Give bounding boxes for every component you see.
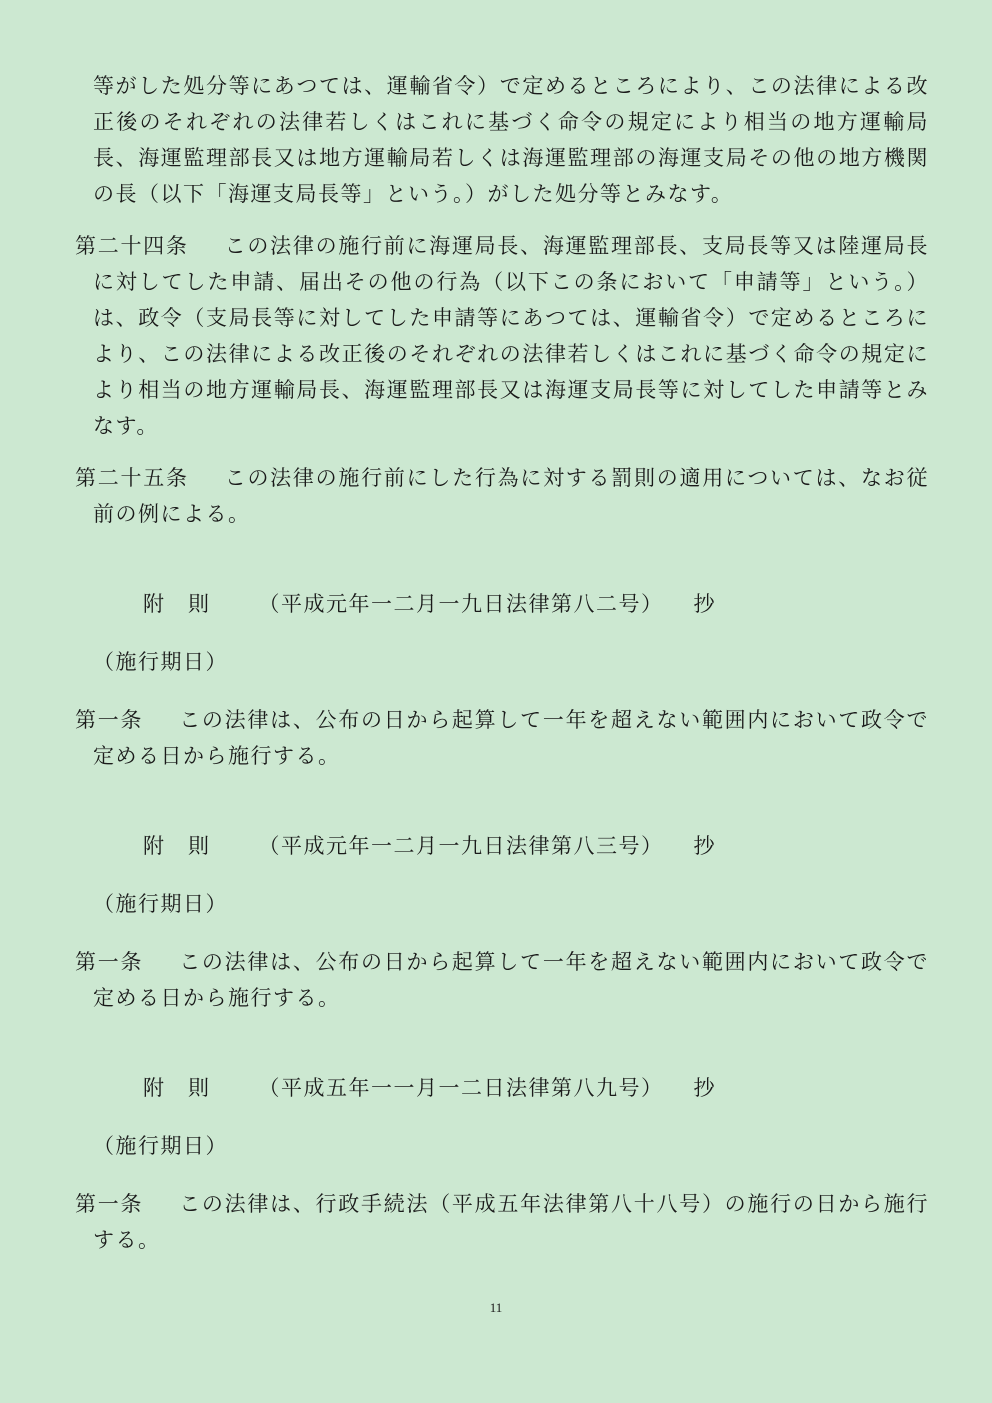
page-number: 11 xyxy=(489,1300,503,1315)
continuation-paragraph xyxy=(75,68,929,212)
article-number: 第二十四条 xyxy=(75,234,189,258)
article-text: この法律の施行前に海運局長、海運監理部長、支局長等又は陸運局長に対してした申請、届出その他の行為（以下この条において「申請等」という。）は、政令（支局長等に対してした申請等にあつては、運輸省令）で定めるところにより、この法律による改正後のそれぞれの法律若しくはこれに基づく命令の規定により相当の地方運輸局長、海運監理部長又は海運支局長等に対してした申請等とみなす。 xyxy=(93,234,930,438)
supplementary-article-2 xyxy=(75,944,929,1016)
article-text: この法律は、公布の日から起算して一年を超えない範囲内において政令で定める日から施行する。 xyxy=(93,950,929,1010)
excerpt-mark: 抄 xyxy=(693,592,716,616)
article-24 xyxy=(75,228,929,444)
law-reference: （平成五年一一月一二日法律第八九号） xyxy=(258,1076,664,1100)
fusoku-label: 附 則 xyxy=(143,834,211,858)
supplementary-article-1 xyxy=(75,702,929,774)
article-caption: （施行期日） xyxy=(93,892,228,916)
article-caption: （施行期日） xyxy=(93,1134,228,1158)
article-text: この法律は、行政手続法（平成五年法律第八十八号）の施行の日から施行する。 xyxy=(93,1192,929,1252)
supplementary-heading xyxy=(143,1070,716,1106)
article-25 xyxy=(75,460,929,532)
excerpt-mark: 抄 xyxy=(693,834,716,858)
article-text: この法律は、公布の日から起算して一年を超えない範囲内において政令で定める日から施行する。 xyxy=(93,708,929,768)
fusoku-label: 附 則 xyxy=(143,1076,211,1100)
supplementary-heading xyxy=(143,828,716,864)
fusoku-label: 附 則 xyxy=(143,592,211,616)
supplementary-article-3 xyxy=(75,1186,929,1258)
article-text: この法律の施行前にした行為に対する罰則の適用については、なお従前の例による。 xyxy=(93,466,929,526)
law-reference: （平成元年一二月一九日法律第八二号） xyxy=(258,592,664,616)
article-number: 第一条 xyxy=(75,708,144,732)
law-reference: （平成元年一二月一九日法律第八三号） xyxy=(258,834,664,858)
excerpt-mark: 抄 xyxy=(693,1076,716,1100)
article-number: 第二十五条 xyxy=(75,466,189,490)
article-number: 第一条 xyxy=(75,950,144,974)
article-number: 第一条 xyxy=(75,1192,144,1216)
article-caption: （施行期日） xyxy=(93,650,228,674)
continuation-text: 等がした処分等にあつては、運輸省令）で定めるところにより、この法律による改正後のそれぞれの法律若しくはこれに基づく命令の規定により相当の地方運輸局長、海運監理部長又は地方運輸局若しくは海運監理部の海運支局その他の地方機関の長（以下「海運支局長等」という。）がした処分等とみなす。 xyxy=(93,74,929,206)
supplementary-heading xyxy=(143,586,716,622)
